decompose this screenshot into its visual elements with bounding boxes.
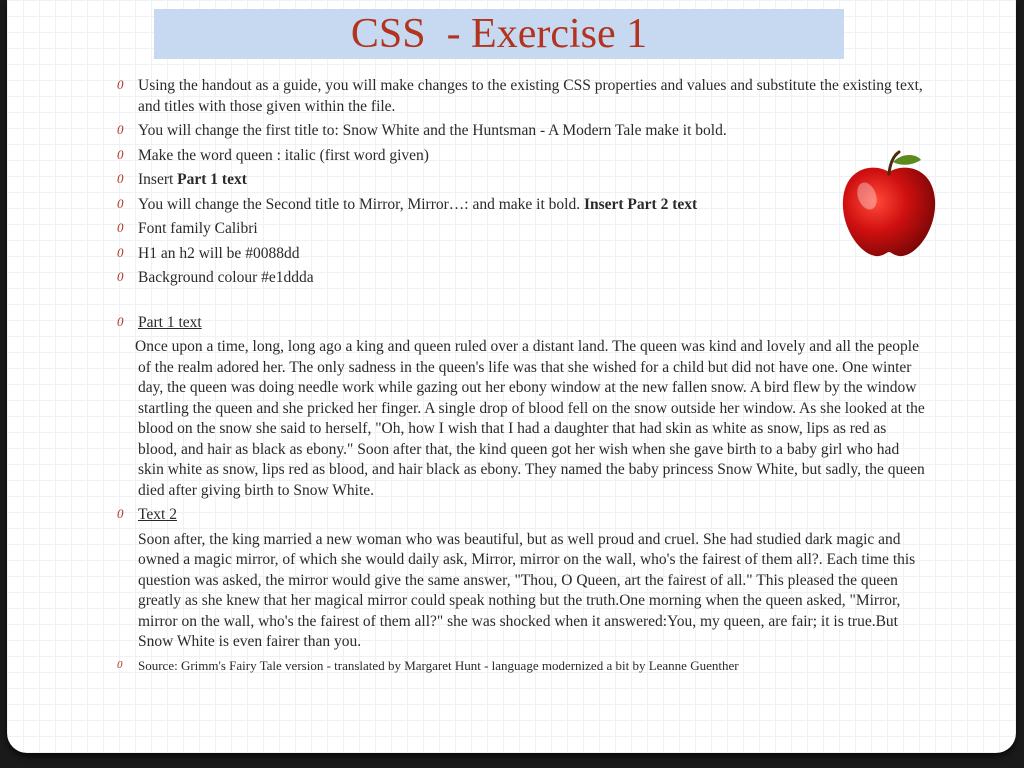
instruction-bold-text: Part 1 text bbox=[177, 171, 247, 188]
instruction-text: Make the word queen : italic (first word given) bbox=[138, 146, 429, 164]
instruction-text: H1 an h2 will be #0088dd bbox=[138, 244, 300, 262]
slide bbox=[7, 0, 1016, 753]
part2-heading: Text 2 bbox=[138, 506, 177, 523]
bullet-icon: 0 bbox=[117, 220, 124, 235]
bullet-icon: 0 bbox=[117, 195, 124, 211]
bullet-icon: 0 bbox=[117, 171, 124, 186]
instruction-item bbox=[117, 146, 927, 167]
source-text: Source: Grimm's Fairy Tale version - translated by Margaret Hunt - language modernized a bit by Leanne Guenther bbox=[138, 657, 739, 673]
part1-heading-item bbox=[117, 313, 927, 334]
part2-heading-item bbox=[117, 505, 927, 526]
instruction-list bbox=[117, 76, 927, 289]
instruction-item bbox=[117, 219, 927, 240]
instruction-text: Background colour #e1ddda bbox=[138, 269, 314, 286]
instruction-text: Using the handout as a guide, you will make changes to the existing CSS properties and values and substitute the existing text, and titles with those given within the file. bbox=[138, 77, 923, 115]
instruction-item bbox=[117, 195, 927, 216]
source-item bbox=[117, 657, 927, 674]
bullet-icon: 0 bbox=[117, 313, 124, 329]
bullet-icon: 0 bbox=[117, 269, 124, 284]
part2-body: Soon after, the king married a new woman who was beautiful, but as well proud and cruel. She had studied dark magic and owned a magic mirror, of which she would daily ask, Mirror, mirror on the wall, who's the fairest of them all?. Each time this question was asked, the mirror would give the same answer, "Thou, O Queen, art the fairest of all." This pleased the queen greatly as she knew that her magical mirror could speak nothing but the truth.One morning when the queen asked, "Mirror, mirror on the wall, who's the fairest of them all?" she was shocked when it answered:You, my queen, are fair; it is true.But Snow White is even fairer than you. bbox=[138, 530, 916, 650]
instruction-text: Insert bbox=[138, 171, 178, 188]
instruction-text: You will change the Second title to Mirror, Mirror…: and make it bold. bbox=[138, 195, 584, 213]
instruction-item bbox=[117, 244, 927, 265]
bullet-icon: 0 bbox=[117, 506, 124, 521]
bullet-icon: 0 bbox=[117, 658, 123, 671]
instruction-text: You will change the first title to: Snow White and the Huntsman - A Modern Tale make it bold. bbox=[138, 122, 727, 139]
instruction-item bbox=[117, 268, 927, 289]
bullet-icon: 0 bbox=[117, 146, 124, 162]
part1-heading: Part 1 text bbox=[138, 313, 202, 331]
slide-title: CSS - Exercise 1 bbox=[350, 11, 648, 57]
instruction-item bbox=[117, 170, 927, 191]
instruction-item bbox=[117, 121, 927, 142]
part1-body: Once upon a time, long, long ago a king and queen ruled over a distant land. The queen was kind and lovely and all the people of the realm adored her. The only sadness in the queen's life was that she wished for a child but did not have one. One winter day, the queen was doing needle work while gazing out her ebony window at the new fallen snow. A bird flew by the window startling the queen and she pricked her finger. A single drop of blood fell on the snow outside her window. As she looked at the blood on the snow she said to herself, "Oh, how I wish that I had a daughter that had skin as white as snow, lips as red as blood, and hair as black as ebony." Soon after that, the kind queen got her wish when she gave birth to a baby girl who had skin white as snow, lips red as blood, and hair black as ebony. They named the baby princess Snow White, but sadly, the queen died after giving birth to Snow White. bbox=[135, 338, 925, 499]
bullet-icon: 0 bbox=[117, 244, 124, 260]
instruction-item bbox=[117, 76, 927, 117]
bullet-icon: 0 bbox=[117, 77, 124, 92]
instruction-text: Font family Calibri bbox=[138, 220, 258, 237]
bullet-icon: 0 bbox=[117, 122, 124, 137]
slide-content bbox=[117, 76, 927, 678]
instruction-bold-text: Insert Part 2 text bbox=[583, 195, 698, 213]
